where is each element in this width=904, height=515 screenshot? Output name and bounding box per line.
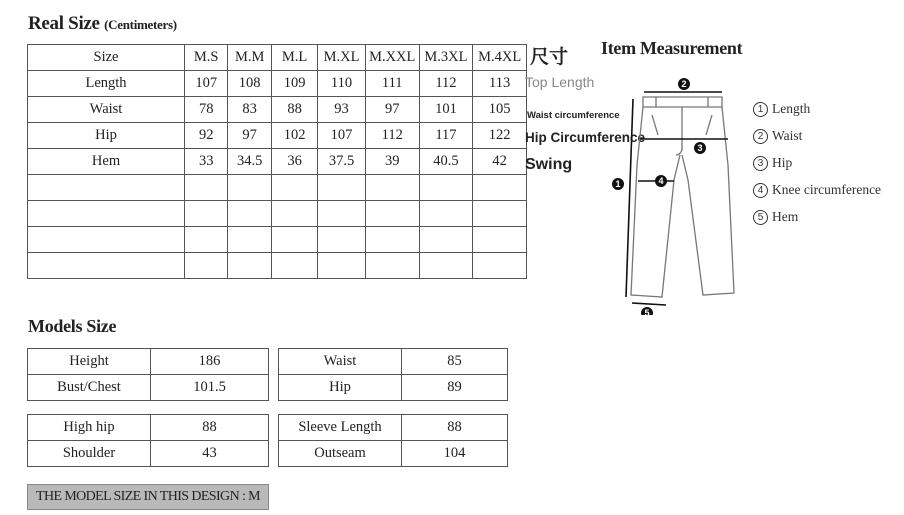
legend-num: 5 <box>753 210 768 225</box>
real-size-heading: Real Size <box>28 13 100 34</box>
empty-cell <box>473 201 527 227</box>
empty-cell <box>365 175 419 201</box>
legend-label: Knee circumference <box>772 182 882 197</box>
size-value-cell: M.M <box>228 45 272 71</box>
empty-cell <box>185 201 228 227</box>
model-value: 186 <box>151 349 269 375</box>
empty-cell <box>228 227 272 253</box>
empty-cell <box>185 175 228 201</box>
pants-outline <box>631 97 734 297</box>
empty-cell <box>419 201 473 227</box>
empty-table-row <box>28 175 527 201</box>
size-value-cell: M.XL <box>318 45 366 71</box>
model-value: 104 <box>402 441 508 467</box>
legend-num: 4 <box>753 183 768 198</box>
empty-table-row <box>28 201 527 227</box>
model-label: Shoulder <box>28 441 151 467</box>
size-value-cell: 107 <box>185 71 228 97</box>
empty-cell <box>419 253 473 279</box>
model-value: 88 <box>402 415 508 441</box>
legend-item-hip <box>753 149 881 176</box>
empty-cell <box>28 227 185 253</box>
size-value-cell: 78 <box>185 97 228 123</box>
model-label: Height <box>28 349 151 375</box>
row-label-cell: Size <box>28 45 185 71</box>
table-header-row <box>28 45 527 71</box>
table-row <box>28 123 527 149</box>
empty-cell <box>318 253 366 279</box>
legend-num: 2 <box>753 129 768 144</box>
size-value-cell: 107 <box>318 123 366 149</box>
size-value-cell: 112 <box>365 123 419 149</box>
size-value-cell: 111 <box>365 71 419 97</box>
size-value-cell: 40.5 <box>419 149 473 175</box>
model-value: 43 <box>151 441 269 467</box>
legend-label: Hip <box>772 155 793 170</box>
empty-cell <box>185 253 228 279</box>
model-label: High hip <box>28 415 151 441</box>
empty-cell <box>185 227 228 253</box>
model-value: 101.5 <box>151 375 269 401</box>
empty-table-row <box>28 227 527 253</box>
marker-4-label: 4 <box>658 176 664 186</box>
size-value-cell: 92 <box>185 123 228 149</box>
size-value-cell: 102 <box>271 123 317 149</box>
size-value-cell: 39 <box>365 149 419 175</box>
empty-cell <box>28 253 185 279</box>
legend-item-waist <box>753 122 881 149</box>
legend-item-knee <box>753 176 881 203</box>
model-label: Bust/Chest <box>28 375 151 401</box>
size-value-cell: 101 <box>419 97 473 123</box>
legend-num: 3 <box>753 156 768 171</box>
model-label: Outseam <box>279 441 402 467</box>
real-size-title <box>28 13 177 35</box>
empty-cell <box>271 227 317 253</box>
empty-cell <box>365 227 419 253</box>
empty-cell <box>228 253 272 279</box>
side-label-hip-circumference: Hip Circumference <box>525 130 646 145</box>
unit-label: (Centimeters) <box>104 17 177 32</box>
row-label-cell: Hem <box>28 149 185 175</box>
size-value-cell: M.S <box>185 45 228 71</box>
size-value-cell: M.3XL <box>419 45 473 71</box>
size-value-cell: 83 <box>228 97 272 123</box>
size-value-cell: 110 <box>318 71 366 97</box>
size-value-cell: 122 <box>473 123 527 149</box>
empty-cell <box>318 201 366 227</box>
model-label: Sleeve Length <box>279 415 402 441</box>
marker-5-label: 5 <box>644 308 650 315</box>
chinese-size-label: 尺寸 <box>530 47 569 68</box>
table-row <box>28 97 527 123</box>
legend-label: Hem <box>772 209 799 224</box>
side-label-waist-circumference: Waist circumference <box>527 110 620 121</box>
size-value-cell: M.4XL <box>473 45 527 71</box>
pants-diagram <box>600 75 750 315</box>
model-value: 89 <box>402 375 508 401</box>
size-value-cell: 97 <box>228 123 272 149</box>
empty-cell <box>28 175 185 201</box>
empty-cell <box>473 175 527 201</box>
side-label-swing: Swing <box>525 156 573 173</box>
empty-cell <box>271 201 317 227</box>
empty-cell <box>228 201 272 227</box>
size-value-cell: 108 <box>228 71 272 97</box>
size-value-cell: M.L <box>271 45 317 71</box>
size-value-cell: M.XXL <box>365 45 419 71</box>
model-label: Hip <box>279 375 402 401</box>
legend-label: Waist <box>772 128 803 143</box>
size-value-cell: 34.5 <box>228 149 272 175</box>
size-value-cell: 93 <box>318 97 366 123</box>
real-size-table <box>27 44 527 279</box>
empty-cell <box>419 227 473 253</box>
legend-label: Length <box>772 101 811 116</box>
size-value-cell: 105 <box>473 97 527 123</box>
row-label-cell: Waist <box>28 97 185 123</box>
empty-cell <box>318 227 366 253</box>
size-value-cell: 36 <box>271 149 317 175</box>
model-table-waist-hip <box>278 348 508 401</box>
empty-cell <box>419 175 473 201</box>
size-value-cell: 109 <box>271 71 317 97</box>
empty-cell <box>271 175 317 201</box>
empty-cell <box>28 201 185 227</box>
empty-cell <box>271 253 317 279</box>
size-value-cell: 33 <box>185 149 228 175</box>
side-label-top-length: Top Length <box>525 74 595 90</box>
marker-1-label: 1 <box>615 179 621 189</box>
empty-cell <box>473 227 527 253</box>
model-label: Waist <box>279 349 402 375</box>
empty-cell <box>318 175 366 201</box>
row-label-cell: Length <box>28 71 185 97</box>
size-value-cell: 37.5 <box>318 149 366 175</box>
size-value-cell: 113 <box>473 71 527 97</box>
empty-cell <box>228 175 272 201</box>
table-row <box>28 149 527 175</box>
model-value: 88 <box>151 415 269 441</box>
table-row <box>28 71 527 97</box>
legend-num: 1 <box>753 102 768 117</box>
empty-cell <box>365 201 419 227</box>
models-size-title: Models Size <box>28 316 117 336</box>
measurement-legend <box>753 95 881 230</box>
size-value-cell: 42 <box>473 149 527 175</box>
model-value: 85 <box>402 349 508 375</box>
empty-table-row <box>28 253 527 279</box>
size-value-cell: 88 <box>271 97 317 123</box>
model-table-highhip-shoulder <box>27 414 269 467</box>
row-label-cell: Hip <box>28 123 185 149</box>
legend-item-length <box>753 95 881 122</box>
empty-cell <box>473 253 527 279</box>
item-measurement-title: Item Measurement <box>601 38 743 58</box>
model-table-sleeve-outseam <box>278 414 508 467</box>
size-value-cell: 117 <box>419 123 473 149</box>
model-size-note: THE MODEL SIZE IN THIS DESIGN : M <box>27 484 269 510</box>
size-value-cell: 97 <box>365 97 419 123</box>
legend-item-hem <box>753 203 881 230</box>
empty-cell <box>365 253 419 279</box>
marker-2-label: 2 <box>681 79 687 89</box>
size-value-cell: 112 <box>419 71 473 97</box>
model-table-height-bust <box>27 348 269 401</box>
marker-3-label: 3 <box>697 143 703 153</box>
